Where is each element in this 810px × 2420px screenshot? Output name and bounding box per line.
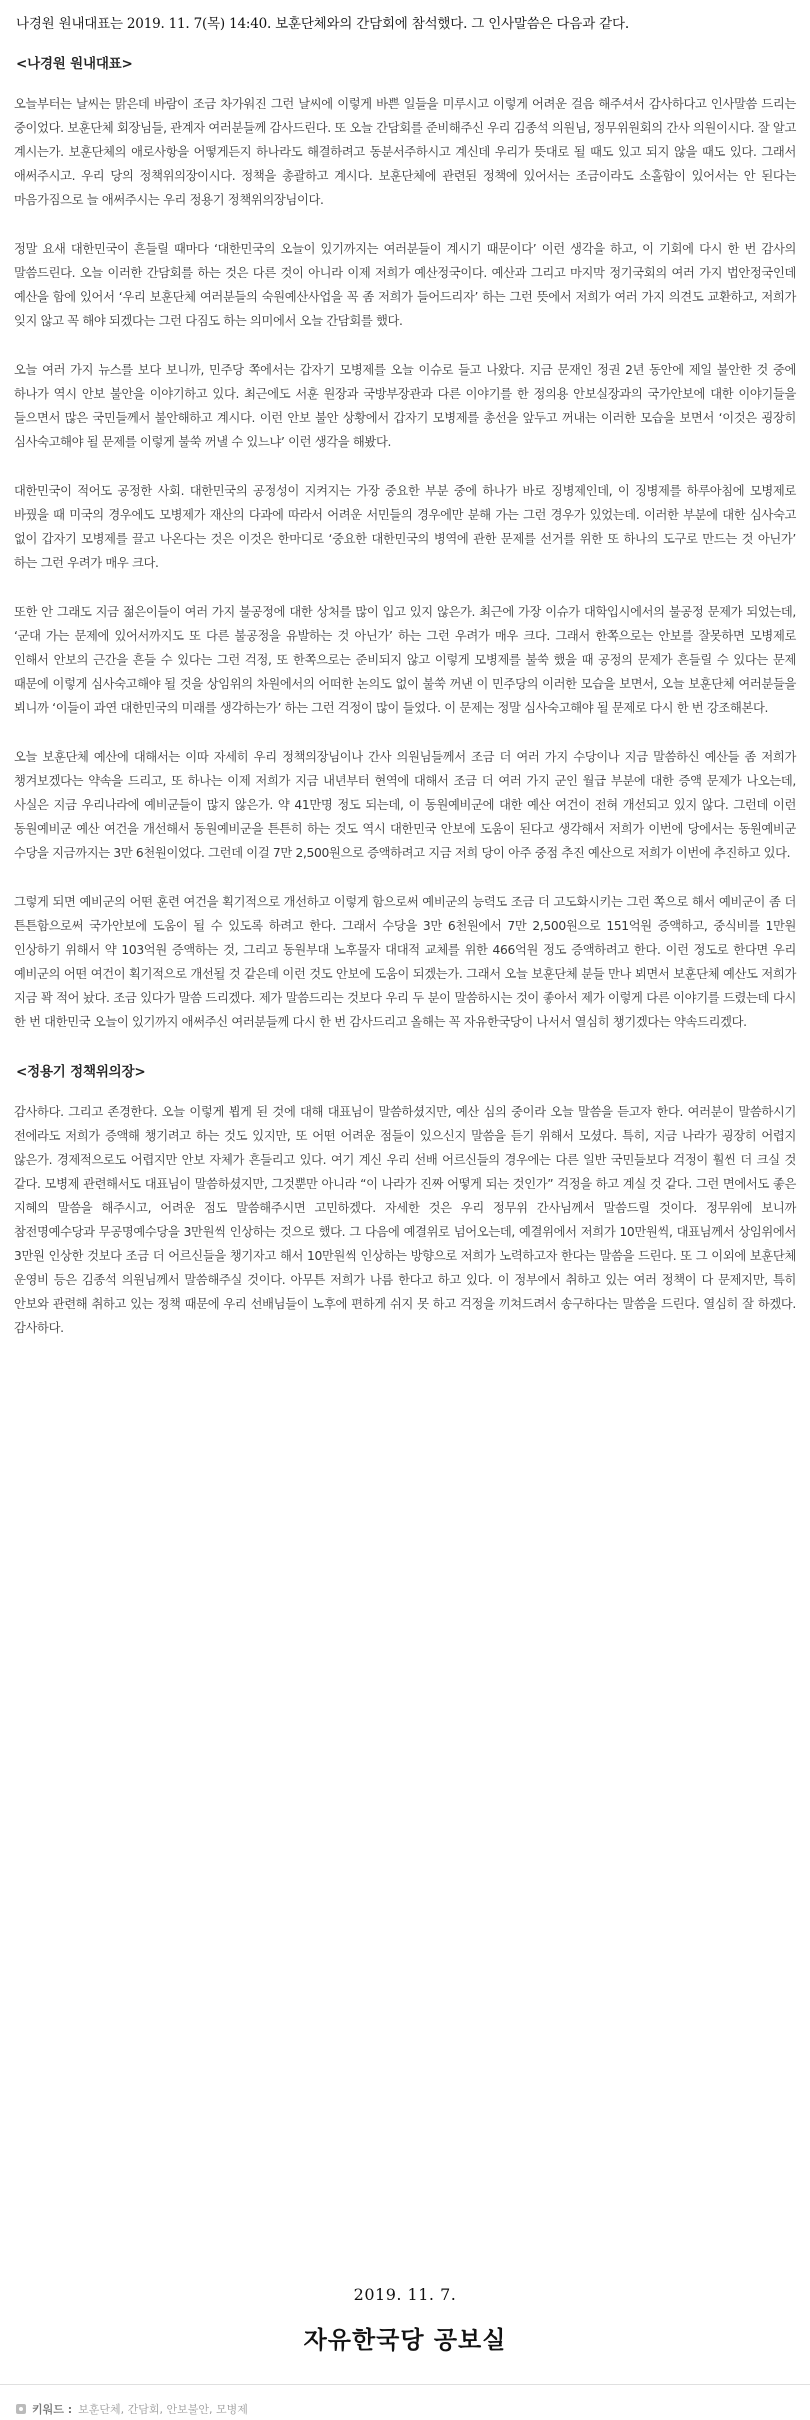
intro-line: 나경원 원내대표는 2019. 11. 7(목) 14:40. 보훈단체와의 간담회에 참석했다. 그 인사말씀은 다음과 같다. xyxy=(16,16,629,32)
paragraph: 대한민국이 적어도 공정한 사회. 대한민국의 공정성이 지켜지는 가장 중요한 부분 중에 하나가 바로 징병제인데, 이 징병제를 하루아침에 모병제로 바꿨을 때 미국의 경우에도 모병제가 재산의 다과에 따라서 어려운 서민들의 경우에만 분해 가는 그런 경우가 있었는데. 이러한 부분에 대한 심사숙고 없이 갑자기 모병제를 끌고 나온다는 것은 이것은 한마디로 ‘중요한 대한민국의 병역에 관한 문제를 선거를 위한 또 하나의 도구로 만드는 것 아닌가’ 하는 그런 우려가 매우 크다. xyxy=(14,484,797,570)
section-heading: <정용기 정책위의장> xyxy=(16,1064,146,1080)
keyword-link[interactable]: 보훈단체 xyxy=(78,2402,121,2416)
tag-icon xyxy=(16,2404,26,2414)
paragraph: 정말 요새 대한민국이 흔들릴 때마다 ‘대한민국의 오늘이 있기까지는 여러분들이 계시기 때문이다’ 이런 생각을 하고, 이 기회에 다시 한 번 감사의 말씀드린다. 오늘 이러한 간담회를 하는 것은 다른 것이 아니라 이제 저희가 예산정국이다. 예산과 그리고 마지막 정기국회의 여러 가지 법안정국인데 예산을 함에 있어서 ‘우리 보훈단체 여러분들의 숙원예산사업을 꼭 좀 저희가 들어드리자’ 하는 그런 뜻에서 저희가 여러 가지 의견도 교환하고, 저희가 잊지 않고 꼭 해야 되겠다는 그런 다짐도 하는 의미에서 오늘 간담회를 했다. xyxy=(14,242,796,328)
keywords-label: 키워드 : xyxy=(32,2402,73,2416)
section-jung-yong-ki xyxy=(14,1060,796,1340)
section-na-kyung-won xyxy=(14,52,796,1034)
keywords-bar xyxy=(0,2384,810,2420)
keyword-link[interactable]: , 모병제 xyxy=(209,2401,248,2417)
paragraph: 오늘부터는 날씨는 맑은데 바람이 조금 차가워진 그런 날씨에 이렇게 바쁜 일들을 미루시고 이렇게 어려운 걸음 해주셔서 감사하다고 인사말씀 드리는 중이었다. 보훈단체 회장님들, 관계자 여러분들께 감사드린다. 또 오늘 간담회를 준비해주신 우리 김종석 의원님, 정무위원회의 간사 의원이시다. 잘 알고 계시는가. 보훈단체의 애로사항을 어떻게든지 하나라도 해결하려고 동분서주하시고 계신데 우리가 뜻대로 될 때도 있고 되지 않을 때도 있다. 그래서 애써주시고. 우리 당의 정책위의장이시다. 정책을 총괄하고 계시다. 보훈단체에 관련된 정책에 있어서는 조금이라도 소홀함이 있어서는 안 된다는 마음가짐으로 늘 애써주시는 우리 정용기 정책위의장님이다. xyxy=(14,97,796,207)
release-date: 2019. 11. 7. xyxy=(353,2285,457,2304)
keyword-link[interactable]: , 간담회 xyxy=(121,2401,160,2417)
paragraph: 그렇게 되면 예비군의 어떤 훈련 여건을 획기적으로 개선하고 이렇게 함으로써 예비군의 능력도 조금 더 고도화시키는 그런 쪽으로 해서 예비군이 좀 더 튼튼함으로써 국가안보에 도움이 될 수 있도록 하려고 한다. 그래서 수당을 3만 6천원에서 7만 2,500원으로 151억원 증액하고, 중식비를 1만원 인상하기 위해서 약 103억원 증액하는 것, 그리고 동원부대 노후물자 대대적 교체를 위한 466억원 정도 증액하려고 한다. 이런 정도로 한다면 우리 예비군의 어떤 여건이 획기적으로 개선될 것 같은데 이런 것도 안보에 도움이 되겠는가. 그래서 오늘 보훈단체 분들 만나 뵈면서 보훈단체 예산도 저희가 지금 꽉 적어 놨다. 조금 있다가 말씀 드리겠다. 제가 말씀드리는 것보다 우리 두 분이 말씀하시는 것이 좋아서 제가 이렇게 다른 이야기를 드렸는데 다시 한 번 대한민국 오늘이 있기까지 애써주신 여러분들께 다시 한 번 감사드리고 올해는 꼭 자유한국당이 나서서 열심히 챙기겠다는 약속드리겠다. xyxy=(14,895,796,1029)
keywords-list xyxy=(78,2401,248,2417)
paragraph: 오늘 여러 가지 뉴스를 보다 보니까, 민주당 쪽에서는 갑자기 모병제를 오늘 이슈로 들고 나왔다. 지금 문재인 정권 2년 동안에 제일 불안한 것 중에 하나가 역시 안보 불안을 이야기하고 있다. 최근에도 서훈 원장과 국방부장관과 다른 이야기를 한 정의용 안보실장과의 국가안보에 대한 이야기들을 들으면서 많은 국민들께서 불안해하고 계시다. 이런 안보 불안 상황에서 갑자기 모병제를 총선을 앞두고 꺼내는 이러한 모습을 보면서 ‘이것은 굉장히 심사숙고해야 될 문제를 이렇게 불쑥 꺼낼 수 있느냐’ 이런 생각을 해봤다. xyxy=(14,363,796,449)
keyword-link[interactable]: , 안보불안 xyxy=(160,2401,210,2417)
section-heading: <나경원 원내대표> xyxy=(16,56,133,72)
issuing-office: 자유한국당 공보실 xyxy=(303,2326,507,2354)
paragraph: 오늘 보훈단체 예산에 대해서는 이따 자세히 우리 정책의장님이나 간사 의원님들께서 조금 더 여러 가지 수당이나 지금 말씀하신 예산들 좀 저희가 챙겨보겠다는 약속을 드리고, 또 하나는 이제 저희가 지금 내년부터 현역에 대해서 조금 더 여러 가지 군인 월급 부분에 대한 증액 문제가 나오는데, 사실은 지금 우리나라에 예비군들이 많지 않은가. 약 41만명 정도 되는데, 이 동원예비군에 대한 예산 여건이 전혀 개선되고 있지 않다. 그런데 이런 동원예비군 예산 여건을 개선해서 동원예비군을 튼튼히 하는 것도 역시 대한민국 안보에 도움이 된다고 생각해서 저희가 이번에 당에서는 동원예비군 수당을 지금까지는 3만 6천원이었다. 그런데 이걸 7만 2,500원으로 증액하려고 지금 저희 당이 아주 중점 추진 예산으로 저희가 이번에 추진하고 있다. xyxy=(14,750,796,860)
paragraph: 또한 안 그래도 지금 젊은이들이 여러 가지 불공정에 대한 상처를 많이 입고 있지 않은가. 최근에 가장 이슈가 대학입시에서의 불공정 문제가 되었는데, ‘군대 가는 문제에 있어서까지도 또 다른 불공정을 유발하는 것 아닌가’ 하는 그런 우려가 매우 크다. 그래서 한쪽으로는 안보를 잘못하면 모병제로 인해서 안보의 근간을 흔들 수 있다는 그런 걱정, 또 한쪽으로는 준비되지 않고 이렇게 모병제를 불쑥 했을 때 공정의 문제가 흔들릴 수 있다는 문제 때문에 이렇게 심사숙고해야 될 것을 상임위의 차원에서의 어떠한 논의도 없이 불쑥 꺼낸 이 민주당의 이러한 모습을 보면서, 오늘 보훈단체 여러분들을 뵈니까 ‘이들이 과연 대한민국의 미래를 생각하는가’ 하는 그런 걱정이 많이 들었다. 이 문제는 정말 심사숙고해야 될 문제로 다시 한 번 강조해본다. xyxy=(14,605,796,715)
paragraph: 감사하다. 그리고 존경한다. 오늘 이렇게 뵙게 된 것에 대해 대표님이 말씀하셨지만, 예산 심의 중이라 오늘 말씀을 듣고자 한다. 여러분이 말씀하시기 전에라도 저희가 증액해 챙기려고 하는 것도 있지만, 또 어떤 어려운 점들이 있으신지 말씀을 듣기 위해서 모셨다. 특히, 지금 나라가 굉장히 어렵지 않은가. 경제적으로도 어렵지만 안보 자체가 흔들리고 있다. 여기 계신 우리 선배 어르신들의 경우에는 다른 일반 국민들보다 걱정이 훨씬 더 크실 것 같다. 모병제 관련해서도 대표님이 말씀하셨지만, 그것뿐만 아니라 “이 나라가 진짜 어떻게 되는 것인가” 걱정을 하고 계실 것 같다. 그런 면에서도 좋은 지혜의 말씀을 해주시고, 어려운 점도 말씀해주시면 고민하겠다. 자세한 것은 우리 정무위 간사님께서 말씀드릴 것이다. 정무위에 보니까 참전명예수당과 무공명예수당을 3만원씩 인상하는 것으로 했다. 그 다음에 예결위로 넘어오는데, 예결위에서 저희가 10만원씩, 대표님께서 상임위에서 3만원 인상한 것보다 조금 더 어르신들을 챙기자고 해서 10만원씩 인상하는 방향으로 저희가 노력하고자 한다는 말씀을 드린다. 또 그 이외에 보훈단체 운영비 등은 김종석 의원님께서 말씀해주실 것이다. 아무튼 저희가 나름 한다고 하고 있다. 이 정부에서 취하고 있는 여러 정책이 다 문제지만, 특히 안보와 관련해 취하고 있는 정책 때문에 우리 선배님들이 노후에 편하게 쉬지 못 하고 걱정을 끼쳐드려서 송구하다는 말씀을 드린다. 열심히 잘 하겠다. 감사하다. xyxy=(14,1105,796,1335)
